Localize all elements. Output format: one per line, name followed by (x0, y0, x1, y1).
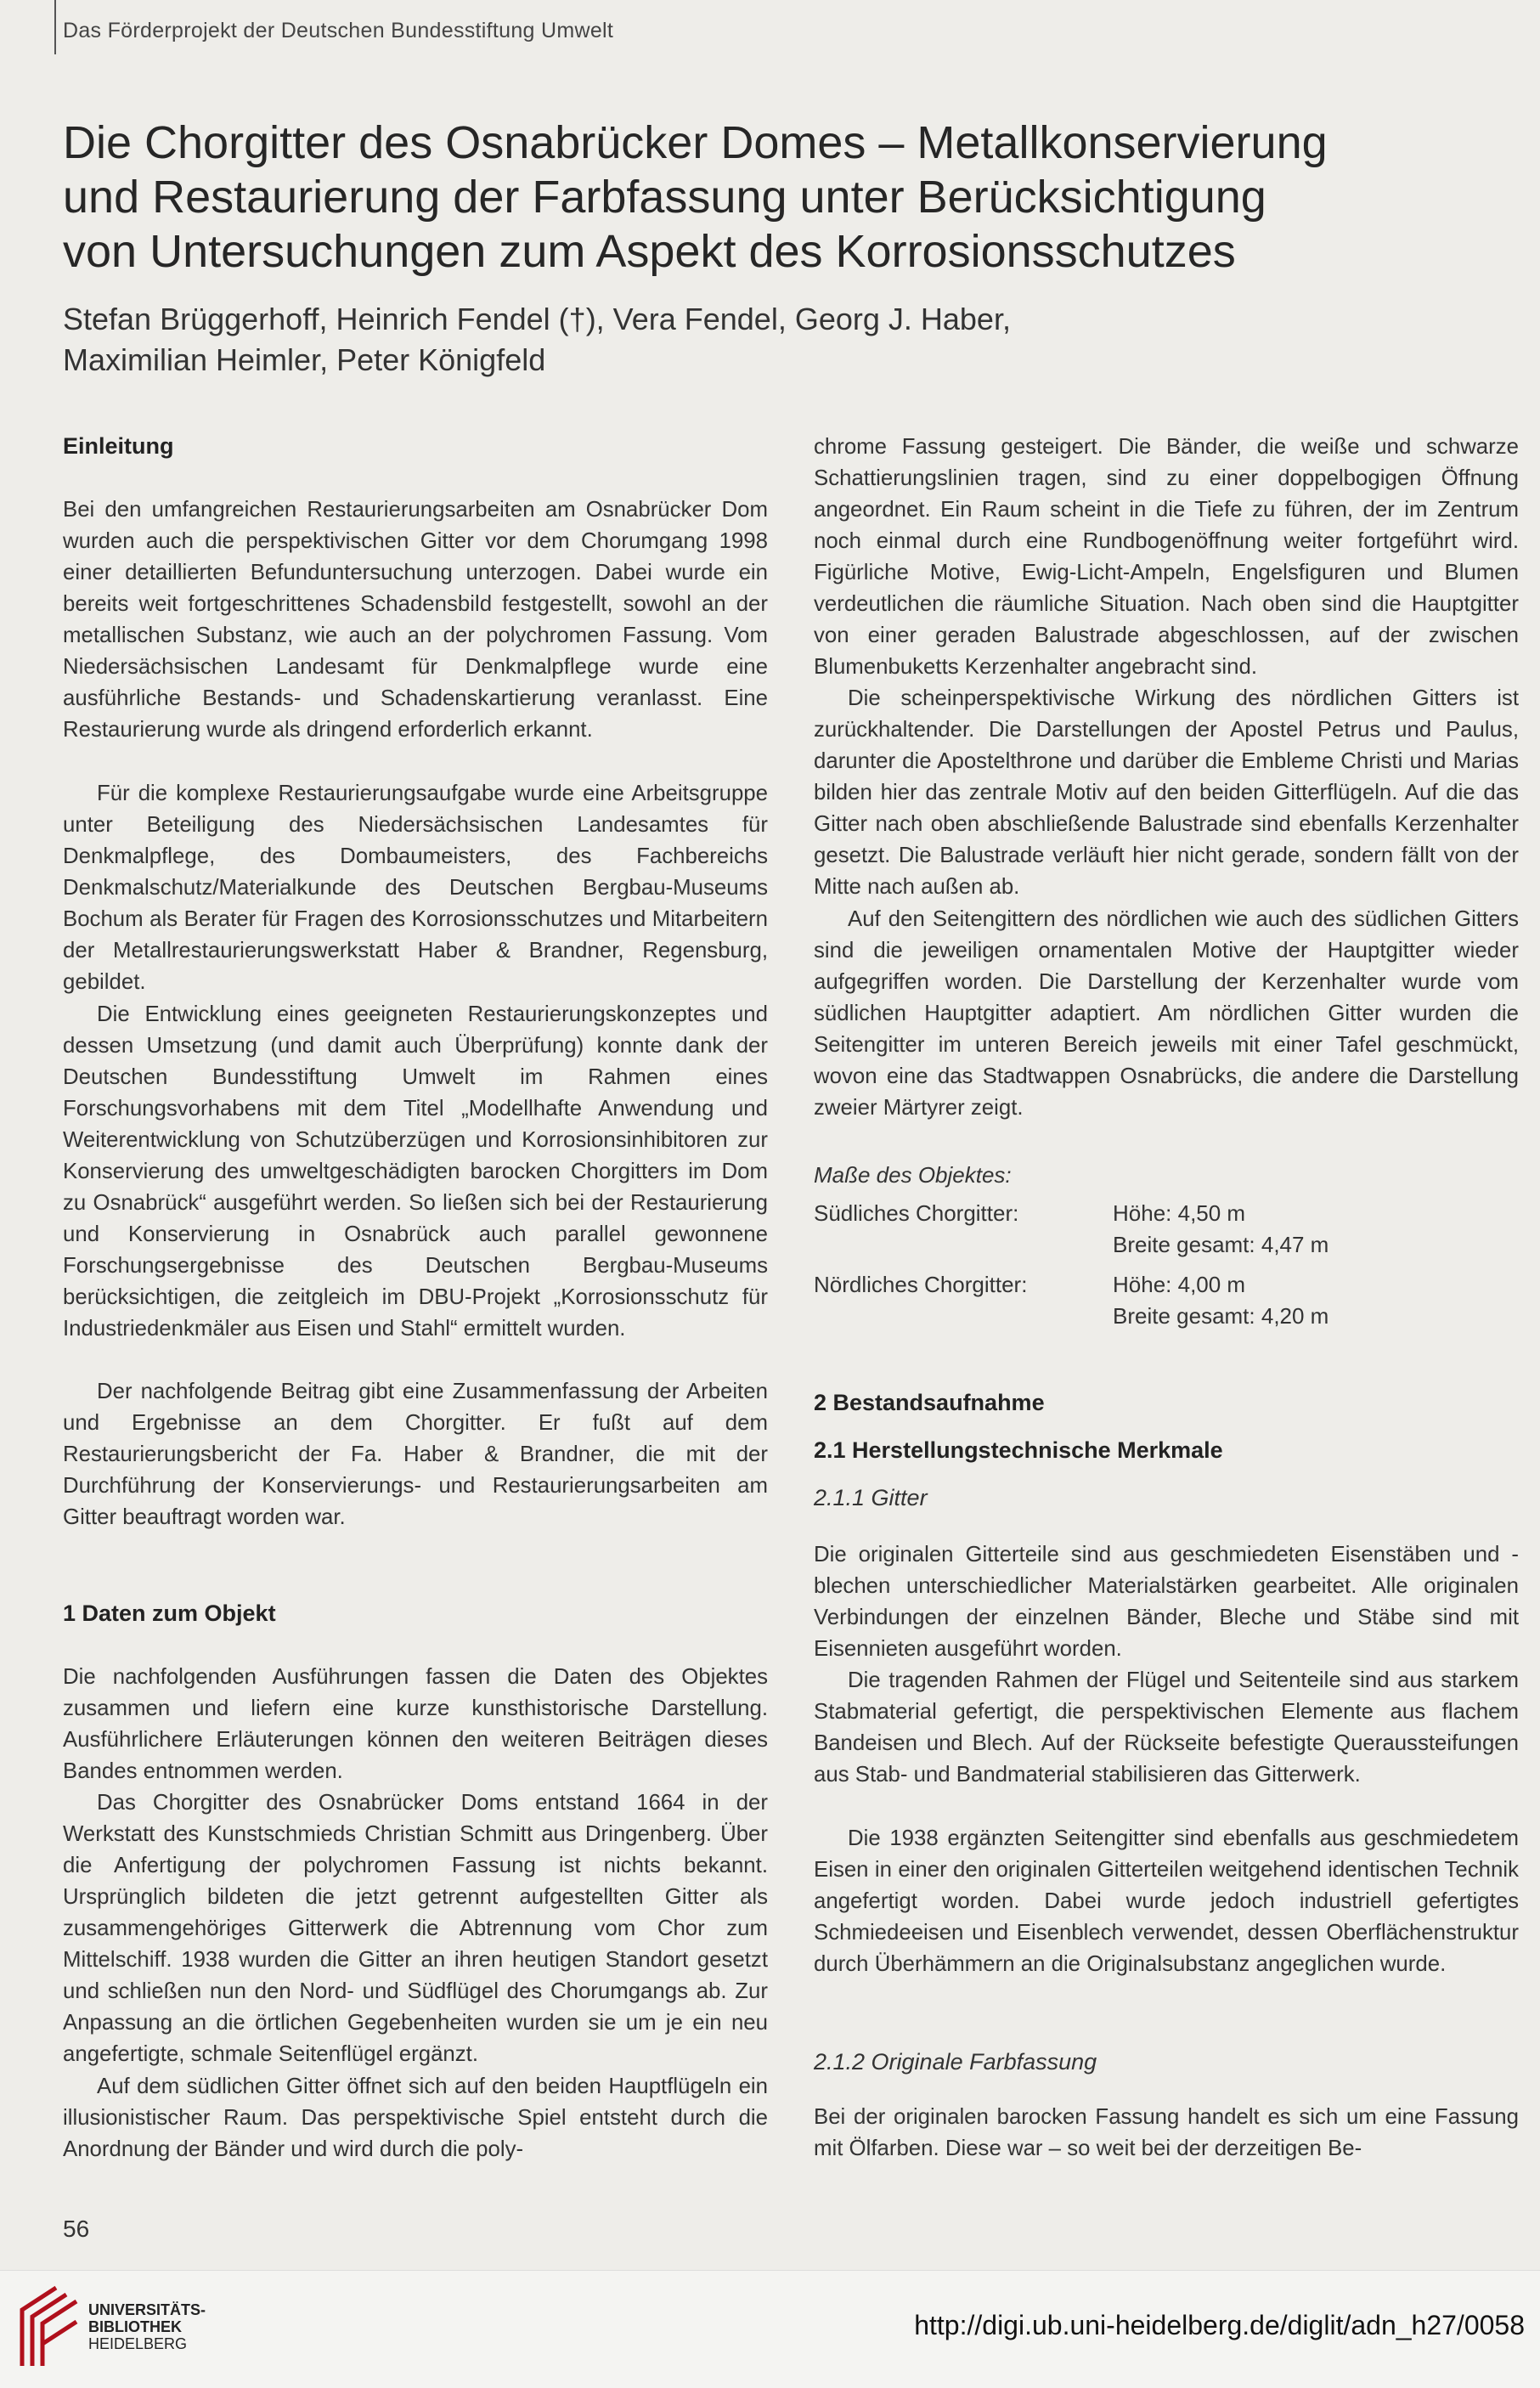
section-2-heading: 2 Bestandsaufnahme (814, 1390, 1045, 1415)
section-2-1-2-paragraph: Bei der originalen barocken Fassung handelt es sich um eine Fassung mit Ölfarben. Diese war – so weit bei der derzeitigen Be- (814, 2105, 1519, 2160)
dimensions-label: Nördliches Chorgitter: (814, 1272, 1028, 1297)
intro-heading: Einleitung (63, 433, 174, 459)
dimensions-value: Höhe: 4,50 m (1113, 1200, 1246, 1226)
dimensions-label: Südliches Chorgitter: (814, 1200, 1019, 1226)
body-paragraph: Auf den Seitengittern des nördlichen wie auch des südlichen Gitters sind die jeweiligen ornamentalen Motive der Hauptgitter wieder aufgegriffen worden. Die Darstellung der Kerzenhalter wurde vom südlichen Hauptgitter adaptiert. Am nördlichen Gitter wurden die Seitengitter im unteren Bereich jeweils mit einer Tafel geschmückt, wovon eine das Stadtwappen Osnabrücks, die andere die Darstellung zweier Märtyrer zeigt. (814, 907, 1519, 1120)
intro-paragraph: Für die komplexe Restaurierungsaufgabe wurde eine Arbeitsgruppe unter Beteiligung des Niedersächsischen Landesamtes für Denkmalpflege, des Dombaumeisters, des Fachbereichs Denkmalschutz/Materialkunde des Deutschen Bergbau-Museums Bochum als Berater für Fragen des Korrosionsschutzes und Mitarbeitern der Metallrestaurierungswerkstatt Haber & Brandner, Regensburg, gebildet. (63, 782, 768, 994)
library-name-line: BIBLIOTHEK (88, 2318, 182, 2335)
title-line: von Untersuchungen zum Aspekt des Korrosionsschutzes (63, 226, 1236, 277)
dimensions-value: Höhe: 4,00 m (1113, 1272, 1246, 1297)
section-1-paragraph: Die nachfolgenden Ausführungen fassen die Daten des Objektes zusammen und liefern eine kurze kunsthistorische Darstellung. Ausführlichere Erläuterungen können den weiteren Beiträgen dieses Bandes entnommen werden. (63, 1665, 768, 1783)
library-name-line: UNIVERSITÄTS- (88, 2301, 206, 2318)
section-2-1-2-heading: 2.1.2 Originale Farbfassung (814, 2049, 1097, 2075)
section-2-1-1-heading: 2.1.1 Gitter (814, 1485, 928, 1510)
body-paragraph: chrome Fassung gesteigert. Die Bänder, die weiße und schwarze Schattierungslinien tragen, sind zu einer doppelbogigen Öffnung angeordnet. Ein Raum scheint in die Tiefe zu führen, der im Zentrum noch einmal durch eine Rundbogenöffnung weiter fortgeführt wird. Figürliche Motive, Ewig-Licht-Ampeln, Engelsfiguren und Blumen verdeutlichen die räumliche Situation. Nach oben sind die Hauptgitter von einer geraden Balustrade abgeschlossen, auf der zwischen Blumenbuketts Kerzenhalter angebracht sind. (814, 435, 1519, 679)
intro-paragraph: Die Entwicklung eines geeigneten Restaurierungskonzeptes und dessen Umsetzung (und damit auch Überprüfung) konnte dank der Deutschen Bundesstiftung Umwelt im Rahmen eines Forschungsvorhabens mit dem Titel „Modellhafte Anwendung und Weiterentwicklung von Schutzüberzügen und Korrosionsinhibitoren zur Konservierung des umweltgeschädigten barocken Chorgitters im Dom zu Osnabrück“ ausgeführt werden. So ließen sich bei der Restaurierung und Konservierung in Osnabrück auch parallel gewonnene Forschungsergebnisse des Deutschen Bergbau-Museums berücksichtigen, die zeitgleich im DBU-Projekt „Korrosionsschutz für Industriedenkmäler aus Eisen und Stahl“ ermittelt wurden. (63, 1002, 768, 1341)
library-name (88, 2301, 206, 2352)
digitization-footer (0, 2270, 1540, 2388)
dimensions-caption: Maße des Objektes: (814, 1162, 1012, 1188)
section-1-heading: 1 Daten zum Objekt (63, 1600, 276, 1626)
running-head-rule (54, 0, 56, 54)
article-title (63, 116, 1456, 279)
section-1-paragraph: Das Chorgitter des Osnabrücker Doms entstand 1664 in der Werkstatt des Kunstschmieds Christian Schmitt aus Dringenberg. Über die Anfertigung der polychromen Fassung ist nichts bekannt. Ursprünglich bildeten die jetzt getrennt aufgestellten Gitter als zusammengehöriges Gitterwerk die Abtrennung vom Chor zum Mittelschiff. 1938 wurden die Gitter an ihren heutigen Standort gesetzt und schließen nun den Nord- und Südflügel des Chorumgangs ab. Zur Anpassung an die örtlichen Gegebenheiten wurden sie um je ein neu angefertigte, schmale Seitenflügel ergänzt. (63, 1791, 768, 2066)
permalink[interactable]: http://digi.ub.uni-heidelberg.de/diglit/adn_h27/0058 (914, 2310, 1525, 2340)
library-name-line: HEIDELBERG (88, 2335, 188, 2352)
section-2-1-1-paragraph: Die originalen Gitterteile sind aus geschmiedeten Eisenstäben und -blechen unterschiedlicher Materialstärken gearbeitet. Alle originalen Verbindungen der einzelnen Bänder, Bleche und Stäbe sind mit Eisennieten ausgeführt worden. (814, 1543, 1519, 1661)
title-line: Die Chorgitter des Osnabrücker Domes – Metallkonservierung (63, 117, 1328, 168)
library-logo-icon (17, 2284, 85, 2369)
section-2-1-1-paragraph: Die tragenden Rahmen der Flügel und Seitenteile sind aus starkem Stabmaterial gefertigt, die perspektivischen Elemente aus flachem Bandeisen und Blech. Auf der Rückseite befestigte Queraussteifungen aus Stab- und Bandmaterial stabilisieren das Gitterwerk. (814, 1668, 1519, 1787)
intro-paragraph: Der nachfolgende Beitrag gibt eine Zusammenfassung der Arbeiten und Ergebnisse an dem Chorgitter. Er fußt auf dem Restaurierungsbericht der Fa. Haber & Brandner, die mit der Durchführung der Konservierungs- und Restaurierungsarbeiten am Gitter beauftragt worden war. (63, 1380, 768, 1529)
body-paragraph: Die scheinperspektivische Wirkung des nördlichen Gitters ist zurückhaltender. Die Darstellungen der Apostel Petrus und Paulus, darunter die Apostelthrone und darüber die Embleme Christi und Marias bilden hier das zentrale Motiv auf den beiden Gitterflügeln. Auf die das Gitter nach oben abschließende Balustrade sind ebenfalls Kerzenhalter gesetzt. Die Balustrade verläuft hier nicht gerade, sondern fällt von der Mitte nach außen ab. (814, 686, 1519, 899)
authors-line: Stefan Brüggerhoff, Heinrich Fendel (†), Vera Fendel, Georg J. Haber, (63, 302, 1011, 336)
dimensions-value: Breite gesamt: 4,47 m (1113, 1232, 1329, 1257)
section-2-1-1-paragraph: Die 1938 ergänzten Seitengitter sind ebenfalls aus geschmiedetem Eisen in einer den originalen Gitterteilen weitgehend identischen Technik angefertigt worden. Dabei wurde jedoch industriell gefertigtes Schmiedeeisen und Eisenblech verwendet, dessen Oberflächenstruktur durch Überhämmern an die Originalsubstanz angeglichen wurde. (814, 1826, 1519, 1976)
authors-line: Maximilian Heimler, Peter Königfeld (63, 342, 546, 377)
dimensions-value: Breite gesamt: 4,20 m (1113, 1303, 1329, 1329)
title-line: und Restaurierung der Farbfassung unter Berücksichtigung (63, 172, 1266, 223)
running-head: Das Förderprojekt der Deutschen Bundesstiftung Umwelt (63, 19, 614, 42)
section-2-1-heading: 2.1 Herstellungstechnische Merkmale (814, 1437, 1223, 1463)
intro-paragraph: Bei den umfangreichen Restaurierungsarbeiten am Osnabrücker Dom wurden auch die perspektivischen Gitter vor dem Chorumgang 1998 einer detaillierten Befunduntersuchung unterzogen. Dabei wurde ein bereits weit fortgeschrittenes Schadensbild festgestellt, sowohl an der metallischen Substanz, wie auch an der polychromen Fassung. Vom Niedersächsischen Landesamt für Denkmalpflege wurde eine ausführliche Bestands- und Schadenskartierung veranlasst. Eine Restaurierung wurde als dringend erforderlich erkannt. (63, 498, 768, 742)
article-authors (63, 299, 1456, 381)
section-1-paragraph: Auf dem südlichen Gitter öffnet sich auf den beiden Hauptflügeln ein illusionistischer Raum. Das perspektivische Spiel entsteht durch die Anordnung der Bänder und wird durch die poly- (63, 2075, 768, 2161)
page-number: 56 (63, 2216, 90, 2242)
